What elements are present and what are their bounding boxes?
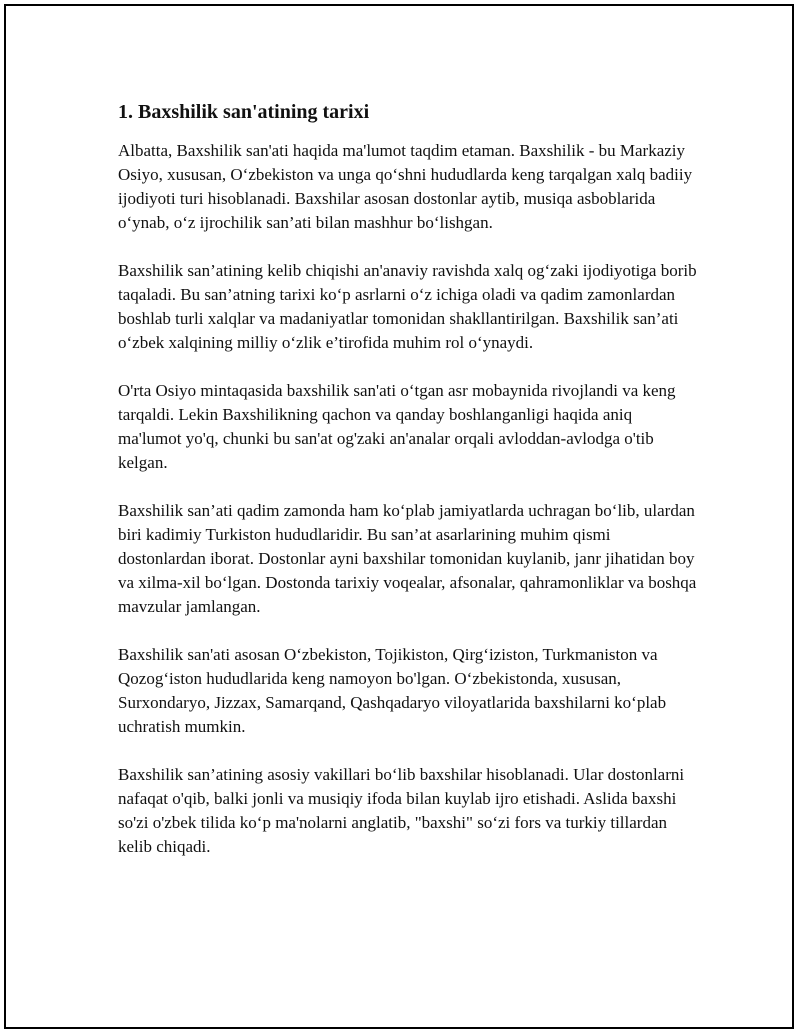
page-frame: [4, 4, 794, 1029]
paragraph-1: Albatta, Baxshilik san'ati haqida ma'lumot taqdim etaman. Baxshilik - bu Markaziy Osiyo, xususan, O‘zbekiston va unga qo‘shni hududlarda keng tarqalgan xalq badiiy ijodiyoti turi hisoblanadi. Baxshilar asosan dostonlar aytib, musiqa asboblarida o‘ynab, o‘z ijrochilik san’ati bilan mashhur bo‘lishgan.: [118, 141, 693, 232]
paragraph-2: Baxshilik san’atining kelib chiqishi an'anaviy ravishda xalq og‘zaki ijodiyotiga borib taqaladi. Bu san’atning tarixi ko‘p asrlarni o‘z ichiga oladi va qadim zamonlardan boshlab turli xalqlar va madaniyatlar tomonidan shakllantirilgan. Baxshilik san’ati o‘zbek xalqining milliy o‘zlik e’tirofida muhim rol o‘ynaydi.: [118, 261, 697, 352]
paragraph-6: Baxshilik san’atining asosiy vakillari bo‘lib baxshilar hisoblanadi. Ular dostonlarni nafaqat o'qib, balki jonli va musiqiy ifoda bilan kuylab ijro etishadi. Aslida baxshi so'zi o'zbek tilida ko‘p ma'nolarni anglatib, "baxshi" so‘zi fors va turkiy tillardan kelib chiqadi.: [118, 765, 685, 856]
paragraph-5: Baxshilik san'ati asosan O‘zbekiston, Tojikiston, Qirg‘iziston, Turkmaniston va Qozog‘iston hududlarida keng namoyon bo'lgan. O‘zbekistonda, xususan, Surxondaryo, Jizzax, Samarqand, Qashqadaryo viloyatlarida baxshilarni ko‘plab uchratish mumkin.: [118, 645, 667, 736]
document-body: [118, 99, 698, 883]
paragraph-3: O'rta Osiyo mintaqasida baxshilik san'ati o‘tgan asr mobaynida rivojlandi va keng tarqaldi. Lekin Baxshilikning qachon va qanday boshlanganligi haqida aniq ma'lumot yo'q, chunki bu san'at og'zaki an'analar orqali avloddan-avlodga o'tib kelgan.: [118, 381, 676, 472]
paragraph-4: Baxshilik san’ati qadim zamonda ham ko‘plab jamiyatlarda uchragan bo‘lib, ulardan biri kadimiy Turkiston hududlaridir. Bu san’at asarlarining muhim qismi dostonlardan iborat. Dostonlar ayni baxshilar tomonidan kuylanib, janr jihatidan boy va xilma-xil bo‘lgan. Dostonda tarixiy voqealar, afsonalar, qahramonliklar va boshqa mavzular jamlangan.: [118, 501, 697, 616]
document-title: 1. Baxshilik san'atining tarixi: [118, 101, 370, 123]
